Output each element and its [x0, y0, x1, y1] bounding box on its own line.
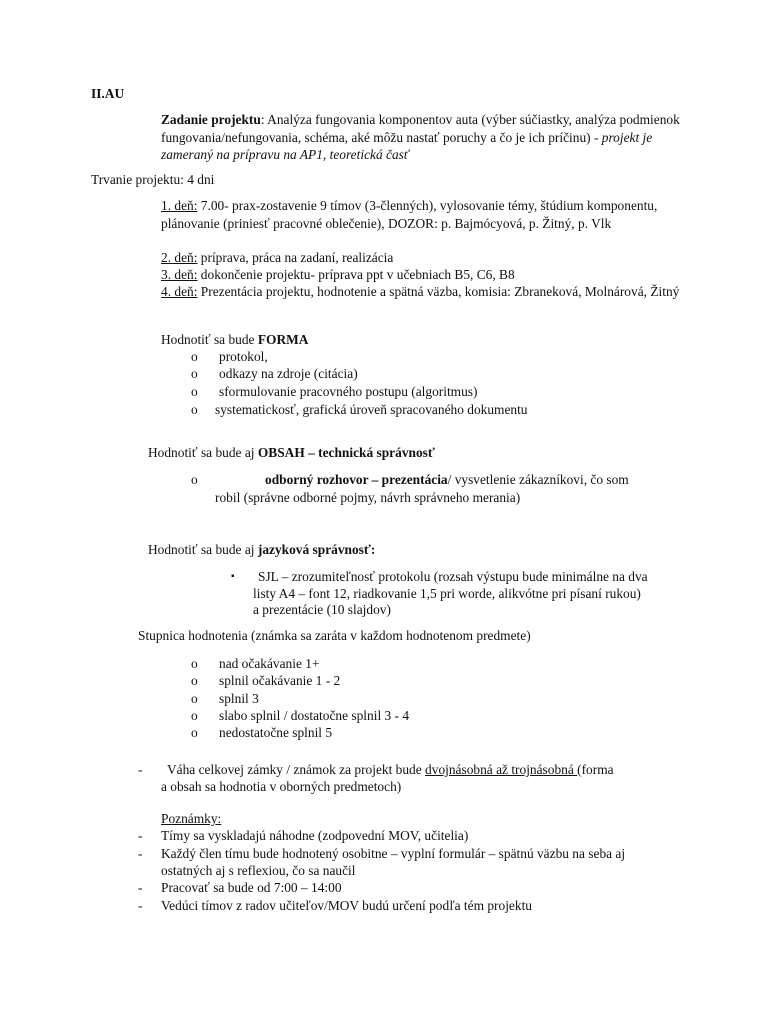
- square-bullet: ▪: [231, 571, 235, 582]
- list-item: Vedúci tímov z radov učiteľov/MOV budú určení podľa tém projektu: [161, 898, 532, 913]
- day-4: 4. deň: Prezentácia projektu, hodnotenie a spätná väzba, komisia: Zbraneková, Molnárová, Žitný: [161, 284, 680, 299]
- list-item: nedostatočne splnil 5: [219, 725, 333, 740]
- list-item: protokol,: [219, 349, 268, 364]
- obsah-item: odborný rozhovor – prezentácia/ vysvetlenie zákazníkovi, čo som: [265, 472, 629, 487]
- class-label: II.AU: [91, 86, 125, 101]
- list-item: systematickosť, grafická úroveň spracovaného dokumentu: [215, 402, 528, 417]
- list-bullet: o: [191, 366, 198, 381]
- list-bullet: o: [191, 691, 198, 706]
- list-bullet: o: [191, 725, 198, 740]
- jazyk-line-3: a prezentácie (10 slajdov): [253, 602, 391, 617]
- list-item: nad očakávanie 1+: [219, 656, 320, 671]
- list-bullet: o: [191, 472, 198, 487]
- dash-bullet: -: [138, 846, 143, 861]
- list-item: splnil 3: [219, 691, 259, 706]
- list-bullet: o: [191, 402, 198, 417]
- jazyk-line-2: listy A4 – font 12, riadkovanie 1,5 pri worde, alikvótne pri písaní rukou): [253, 586, 641, 601]
- list-bullet: o: [191, 673, 198, 688]
- dash-bullet: -: [138, 762, 143, 777]
- obsah-heading: Hodnotiť sa bude aj OBSAH – technická správnosť: [148, 445, 435, 460]
- obsah-item-line2: robil (správne odborné pojmy, návrh správneho merania): [215, 490, 521, 505]
- forma-heading: Hodnotiť sa bude FORMA: [161, 332, 309, 347]
- list-item: Každý člen tímu bude hodnotený osobitne – vyplní formulár – spätnú väzbu na seba aj: [161, 846, 626, 861]
- list-item: Pracovať sa bude od 7:00 – 14:00: [161, 880, 342, 895]
- list-item: odkazy na zdroje (citácia): [219, 366, 358, 381]
- list-bullet: o: [191, 656, 198, 671]
- list-item-continuation: ostatných aj s reflexiou, čo sa naučil: [161, 863, 356, 878]
- list-item: slabo splnil / dostatočne splnil 3 - 4: [219, 708, 410, 723]
- jazyk-heading: Hodnotiť sa bude aj jazyková správnosť:: [148, 542, 376, 557]
- grading-scale-title: Stupnica hodnotenia (známka sa zaráta v každom hodnotenom predmete): [138, 628, 531, 643]
- list-bullet: o: [191, 708, 198, 723]
- weight-line-1: Váha celkovej zámky / známok za projekt bude dvojnásobná až trojnásobná (forma: [167, 762, 614, 777]
- day-2: 2. deň: príprava, práca na zadaní, realizácia: [161, 250, 394, 265]
- list-bullet: o: [191, 349, 198, 364]
- dash-bullet: -: [138, 828, 143, 843]
- assignment-label: Zadanie projektu: [161, 112, 261, 127]
- list-bullet: o: [191, 384, 198, 399]
- assignment-note: - projekt je zameraný na prípravu na AP1, teoretická časť: [161, 129, 653, 162]
- day-3: 3. deň: dokončenie projektu- príprava ppt v učebniach B5, C6, B8: [161, 267, 515, 282]
- dash-bullet: -: [138, 898, 143, 913]
- notes-title: Poznámky:: [161, 811, 222, 826]
- list-item: splnil očakávanie 1 - 2: [219, 673, 341, 688]
- project-duration: Trvanie projektu: 4 dni: [91, 172, 215, 187]
- jazyk-line-1: SJL – zrozumiteľnosť protokolu (rozsah výstupu bude minimálne na dva: [258, 569, 648, 584]
- dash-bullet: -: [138, 880, 143, 895]
- list-item: Tímy sa vyskladajú náhodne (zodpovední MOV, učitelia): [161, 828, 469, 843]
- assignment-text: : Analýza fungovania komponentov auta (výber súčiastky, analýza podmienok fungovania/nefungovania, schéma, aké môžu nastať poruchy a čo je ich príčinu): [161, 112, 680, 145]
- assignment-paragraph: [161, 111, 681, 164]
- list-item: sformulovanie pracovného postupu (algoritmus): [219, 384, 478, 399]
- weight-line-2: a obsah sa hodnotia v oborných predmetoch): [161, 779, 402, 794]
- day-1: 1. deň: 7.00- prax-zostavenie 9 tímov (3-členných), vylosovanie témy, štúdium komponentu, plánovanie (priniesť pracovné oblečenie), DOZOR: p. Bajmócyová, p. Žitný, p. Vlk: [161, 198, 658, 231]
